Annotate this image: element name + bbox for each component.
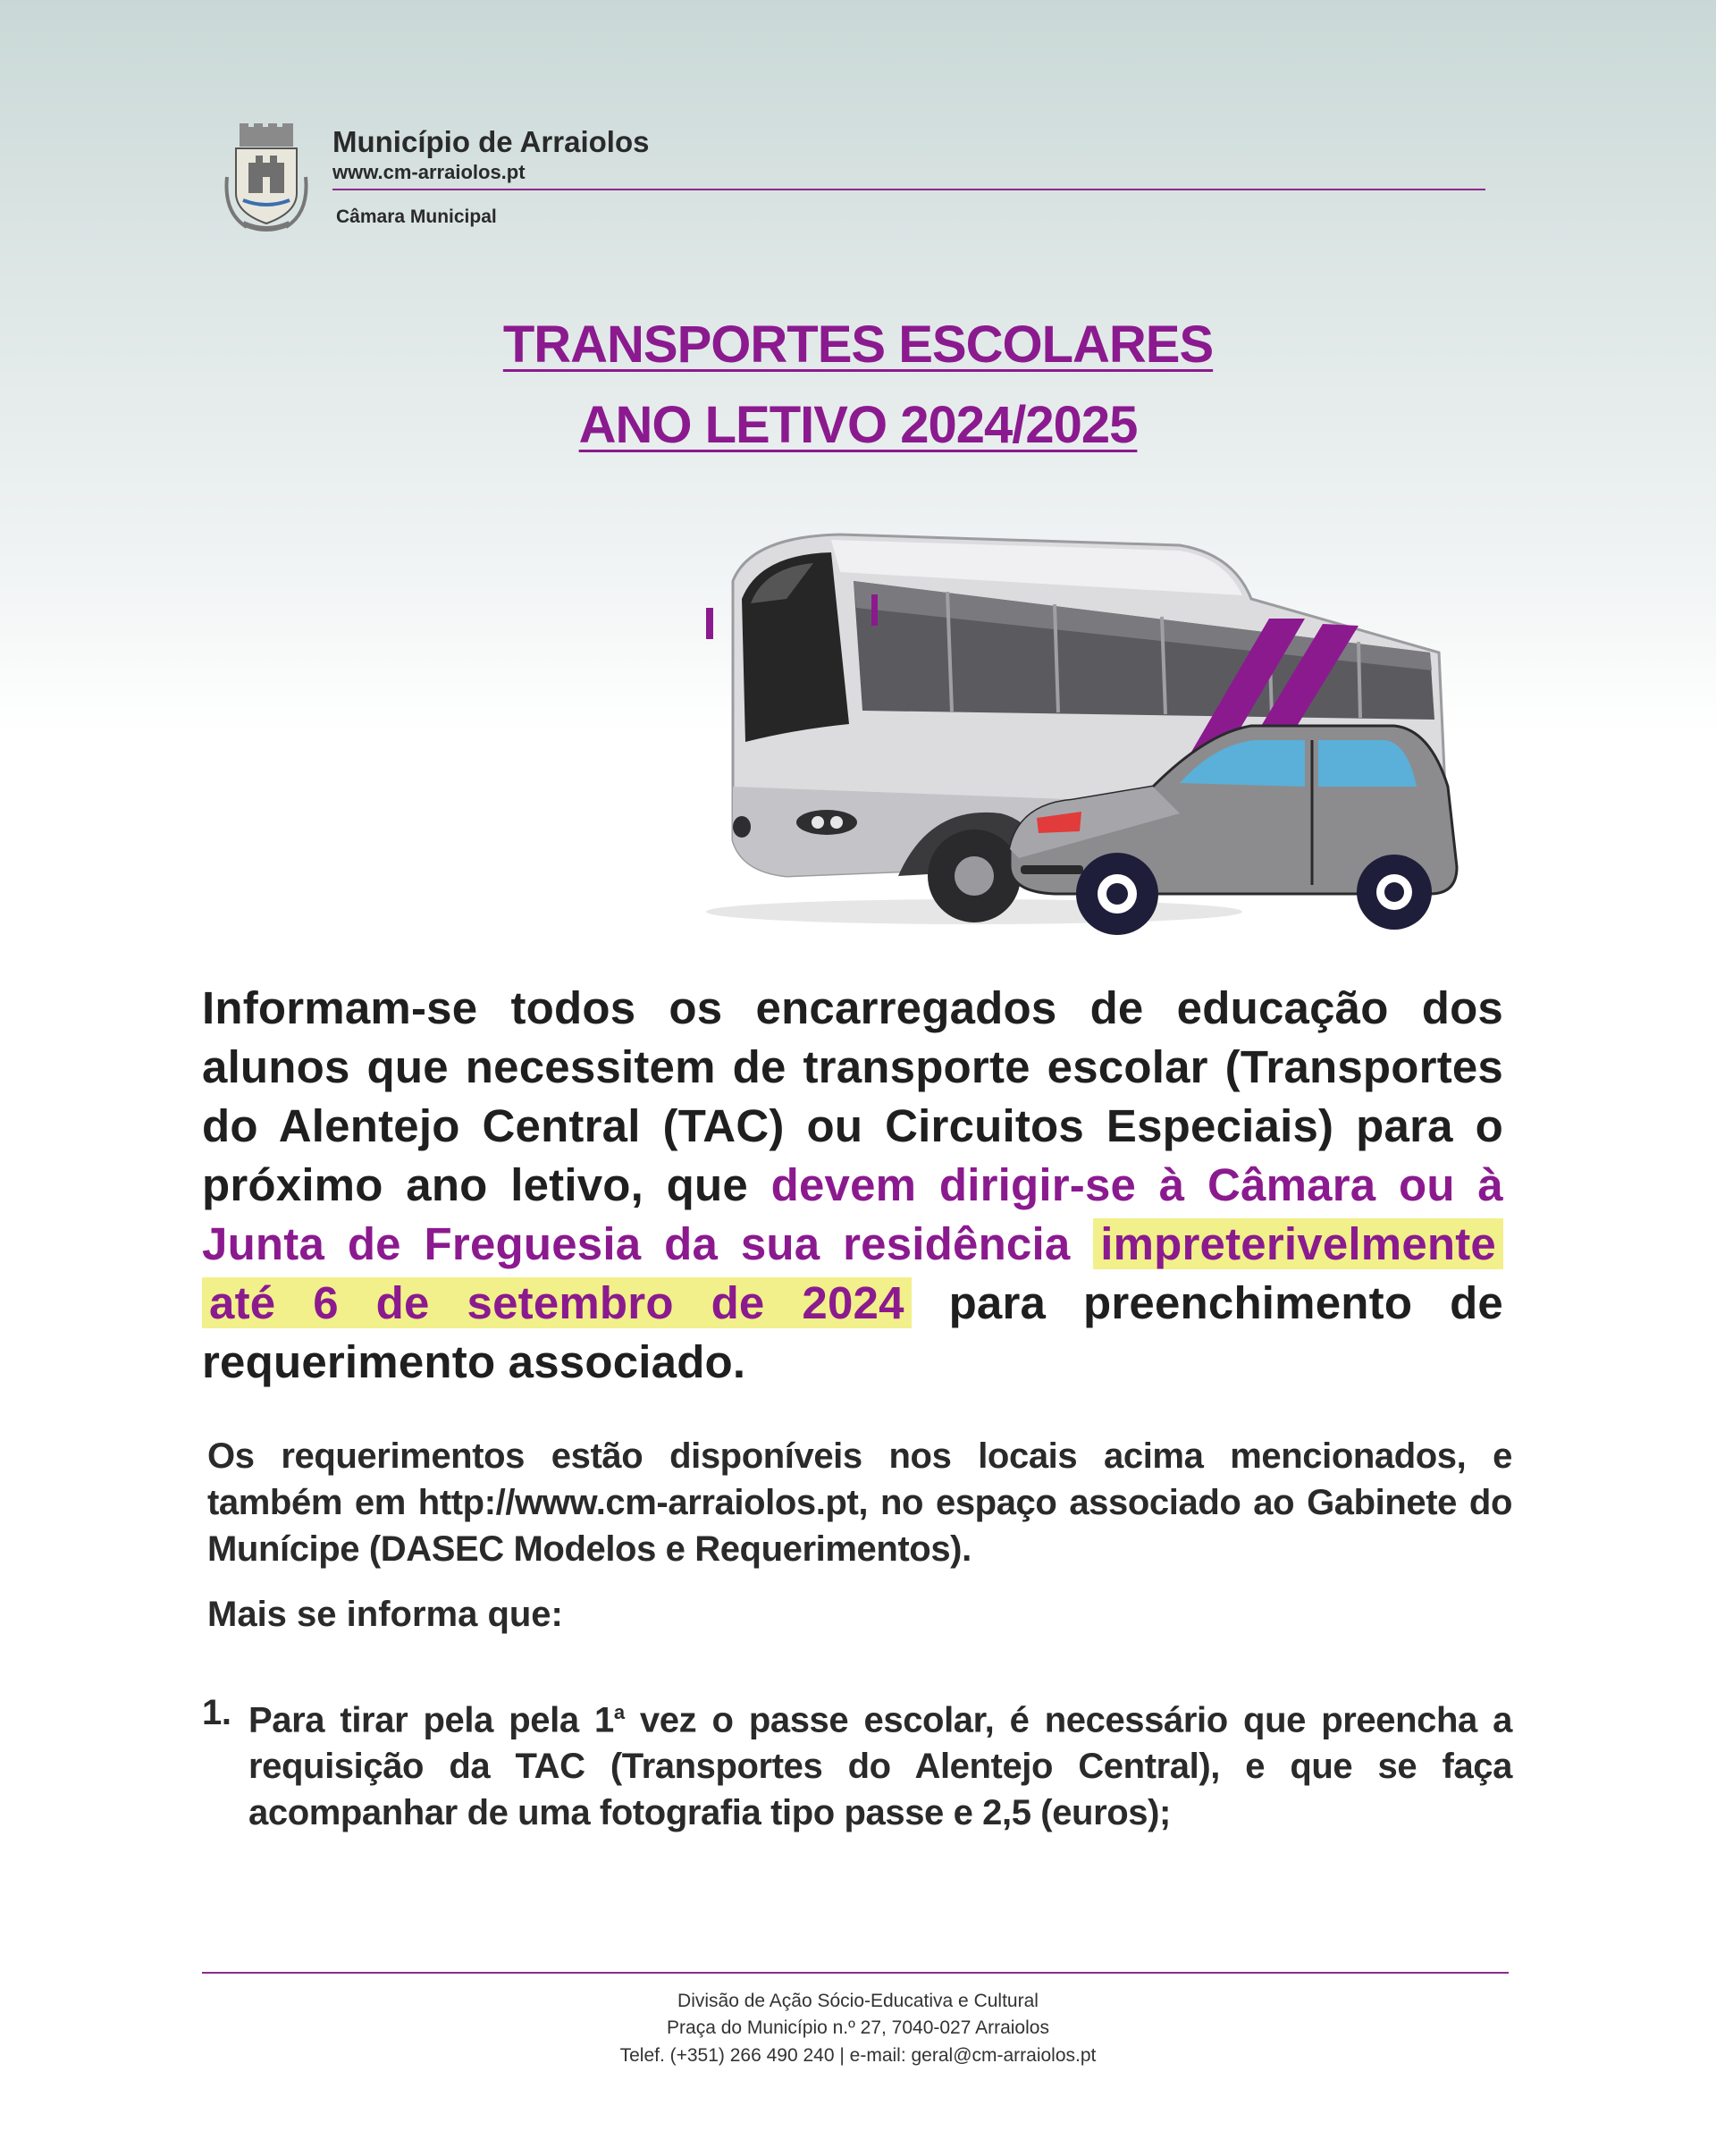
municipality-subtitle: Câmara Municipal — [336, 206, 497, 227]
document-title-line-2: ANO LETIVO 2024/2025 — [578, 396, 1138, 454]
deadline-highlight-date: até 6 de setembro de 2024 — [202, 1277, 912, 1328]
footer-department: Divisão de Ação Sócio-Educativa e Cultural — [677, 1991, 1039, 2011]
municipal-crest-logo — [220, 123, 313, 234]
further-info-heading: Mais se informa que: — [207, 1595, 563, 1634]
list-item-text — [248, 1689, 1512, 1836]
announcement-text-intro: Informam-se todos os encarregados de educação dos alunos que necessitem de transporte escolar (Transportes do Alentejo Central (TAC) ou Circuitos Especiais) para o próximo ano letivo, que — [202, 982, 1503, 1210]
announcement-text-closing: para preenchimento de requerimento associado. — [202, 1277, 1503, 1387]
footer-contacts: Telef. (+351) 266 490 240 | e-mail: geral@cm-arraiolos.pt — [619, 2045, 1097, 2066]
header-divider — [332, 189, 1485, 190]
list-item-number: 1. — [202, 1693, 231, 1732]
municipality-website: www.cm-arraiolos.pt — [332, 161, 526, 183]
list-item-ordinal-superscript: a — [613, 1701, 625, 1723]
footer-divider — [202, 1972, 1509, 1974]
footer-address: Praça do Município n.º 27, 7040-027 Arraiolos — [667, 2017, 1049, 2038]
list-item-text-end: vez o passe escolar, é necessário que preencha a requisição da TAC (Transportes do Alentejo Central), e que se faça acompanhar de uma fotografia tipo passe e 2,5 (euros); — [248, 1700, 1513, 1833]
announcement-text-instruction: devem dirigir-se à Câmara ou à Junta de Freguesia da sua residência — [202, 1159, 1503, 1269]
deadline-highlight-word: impreterivelmente — [1093, 1218, 1503, 1269]
list-item-text-start: Para tirar pela pela 1 — [248, 1700, 614, 1740]
requirements-availability-paragraph: Os requerimentos estão disponíveis nos locais acima mencionados, e também em http://www.cm-arraiolos.pt, no espaço associado ao Gabinete do Munícipe (DASEC Modelos e Requerimentos). — [207, 1436, 1512, 1569]
bus-and-car-illustration — [679, 518, 1519, 947]
main-announcement-paragraph — [202, 979, 1503, 1392]
list-item — [202, 1689, 1512, 1836]
municipality-name: Município de Arraiolos — [332, 125, 650, 158]
document-title-line-1: TRANSPORTES ESCOLARES — [502, 316, 1214, 374]
